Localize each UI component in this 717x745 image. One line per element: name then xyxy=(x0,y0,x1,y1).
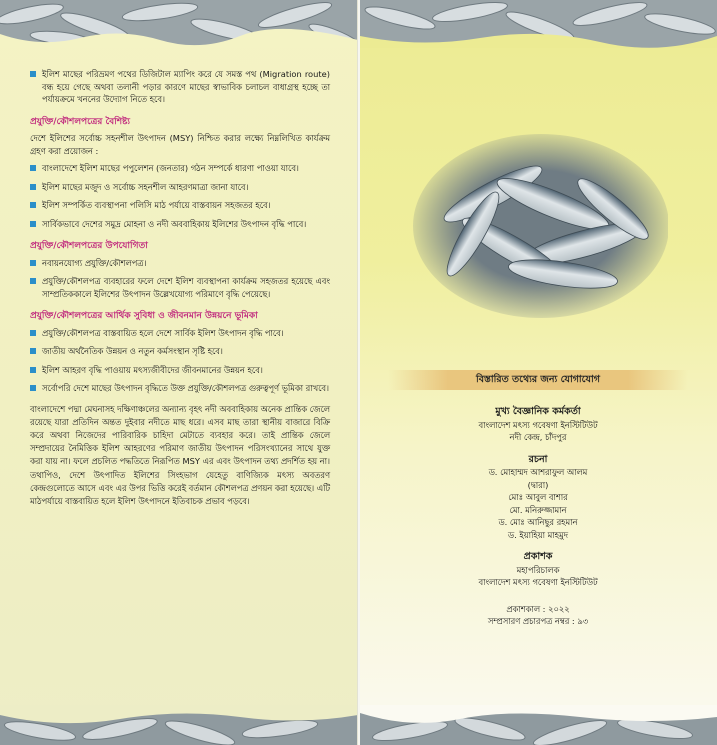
publisher-title: মহাপরিচালক xyxy=(516,564,560,575)
economic-bullet: জাতীয় অর্থনৈতিক উন্নয়ন ও নতুন কর্মসংস্থান সৃষ্টি হবে। xyxy=(30,345,330,358)
migration-bullet: ইলিশ মাছের পরিভ্রমণ পথের ডিজিটাল ম্যাপিং করে যে সমস্ত পথ (Migration route) বন্ধ হয়ে গেছে অথবা তলানী পড়ার কারণে মাছের স্বাভাবিক চলাচল বাধাগ্রস্থ হচ্ছে তা পর্যায়ক্রমে খননের উদ্যোগ নিতে হবে। xyxy=(30,68,330,106)
hilsa-fish-photo xyxy=(413,134,668,319)
left-content xyxy=(30,68,330,508)
publisher-label: প্রকাশক xyxy=(523,551,553,562)
left-panel xyxy=(0,0,358,745)
usefulness-bullet: প্রযুক্তি/কৌশলপত্র ব্যবহারের ফলে দেশে ইলিশ ব্যবস্থাপনা কার্যক্রম সহজতর হয়েছে এবং সাম্প্রতিককালে ইলিশের উৎপাদন উল্লেখযোগ্য পরিমাণে বৃদ্ধি পেয়েছে। xyxy=(30,275,330,300)
publication-number: সম্প্রসারণ প্রচারপত্র নম্বর : ৯৩ xyxy=(487,616,589,626)
contact-title-bar: বিস্তারিত তথ্যের জন্য যোগাযোগ xyxy=(388,370,688,390)
features-bullet: ইলিশ মাছের মজুদ ও সর্বোচ্চ সহনশীল আহরণমাত্রা জানা যাবে। xyxy=(30,181,330,194)
fish-border-bottom-left xyxy=(0,705,358,745)
usefulness-bullet: নবায়নযোগ্য প্রযুক্তি/কৌশলপত্র। xyxy=(30,257,330,270)
usefulness-heading: প্রযুক্তি/কৌশলপত্রের উপযোগিতা xyxy=(30,241,148,251)
economic-bullet: সর্বোপরি দেশে মাছের উৎপাদন বৃদ্ধিতে উক্ত প্রযুক্তি/কৌশলপত্র গুরুত্বপূর্ণ ভূমিকা রাখবে। xyxy=(30,382,330,395)
features-bullet: বাংলাদেশে ইলিশ মাছের পপুলেশন (জনতার) গঠন সম্পর্কে ধারণা পাওয়া যাবে। xyxy=(30,162,330,175)
lead-author: ড. মোহাম্মদ আশরাফুল আলম xyxy=(488,467,588,477)
station-name: নদী কেন্দ্র, চাঁদপুর xyxy=(509,432,567,442)
economic-bullet: প্রযুক্তি/কৌশলপত্র বাস্তবায়িত হলে দেশে সার্বিক ইলিশ উৎপাদন বৃদ্ধি পাবে। xyxy=(30,327,330,340)
publisher-org: বাংলাদেশ মৎস্য গবেষণা ইনস্টিটিউট xyxy=(478,577,598,587)
coauthor: মো. মনিরুজ্জামান xyxy=(509,504,567,515)
features-intro: দেশে ইলিশের সর্বোচ্চ সহনশীল উৎপাদন (MSY) নিশ্চিত করার লক্ষ্যে নিম্নলিখিত কার্যক্রম গ্রহণ করা প্রয়োজন : xyxy=(30,133,330,156)
publication-date: প্রকাশকাল : ২০২২ xyxy=(506,603,570,614)
credits-block xyxy=(400,400,676,628)
coauthor: মোঃ আবুল বাশার xyxy=(508,492,568,502)
features-bullet: সার্বিকভাবে দেশের সমুদ্র মোহনা ও নদী অববাহিকায় ইলিশের উৎপাদন বৃদ্ধি পাবে। xyxy=(30,218,330,231)
institute-name: বাংলাদেশ মৎস্য গবেষণা ইনস্টিটিউট xyxy=(478,419,598,430)
fish-border-bottom-right xyxy=(360,705,717,745)
fish-border-top-right xyxy=(360,0,717,48)
fish-border-top-left xyxy=(0,0,358,48)
authors-label: রচনা xyxy=(528,453,548,465)
coauthor: ড. ইয়াহিয়া মাহমুদ xyxy=(508,529,568,540)
closing-paragraph: বাংলাদেশে পদ্মা মেঘনাসহ দক্ষিণাঞ্চলের অন্যান্য বৃহৎ নদী অববাহিকায় অনেক প্রান্তিক জেলে রয়েছে যারা প্রতিদিন অন্তত দুইবার নদীতে মাছ ধরে। এসব মাছ তারা স্থানীয় বাজারে বিক্রি করে অথবা নিজেদের পারিবারিক চাহিদা মেটাতে ব্যবহার করে। তাই প্রান্তিক জেলে সম্প্রদায়ের নৈমিত্তিক ইলিশ আহরণের পরিমাণ জাতীয় উৎপাদন পরিসংখ্যানের সাথে যুক্ত করা যায় না। ফলে প্রচলিত পদ্ধতিতে নিরূপিত MSY এর এবং উৎপাদন তথ্য প্রদর্শিত হয় না। তথাপিও, দেশে উৎপাদিত ইলিশের সিংহভাগ যেহেতু বাণিজ্যিক মৎস্য অবতরণ কেন্দ্রগুলোতে আসে এবং এর উপর ভিত্তি করেই বর্তমান কৌশলপত্র প্রণয়ন করা হয়েছে। এটি মাঠপর্যায়ে বাস্তবায়িত হলে ইলিশ উৎপাদনে ইতিবাচক প্রভাব পড়বে। xyxy=(30,403,330,506)
coauthors-label: (দ্বারা) xyxy=(527,479,549,490)
features-heading: প্রযুক্তি/কৌশলপত্রের বৈশিষ্ট্য xyxy=(30,116,131,127)
economic-bullet: ইলিশ আহরণ বৃদ্ধি পাওয়ায় মৎস্যজীবীদের জীবনমানের উন্নয়ন হবে। xyxy=(30,364,330,377)
chief-label: মুখ্য বৈজ্ঞানিক কর্মকর্তা xyxy=(495,406,581,417)
coauthor: ড. মোঃ আনিছুর রহমান xyxy=(498,517,578,527)
economic-heading: প্রযুক্তি/কৌশলপত্রের আর্থিক সুবিধা ও জীবনমান উন্নয়নে ভূমিকা xyxy=(30,311,258,321)
features-bullet: ইলিশ সম্পর্কিত ব্যবস্থাপনা পলিসি মাঠ পর্যায়ে বাস্তবায়ন সহজতর হবে। xyxy=(30,199,330,212)
